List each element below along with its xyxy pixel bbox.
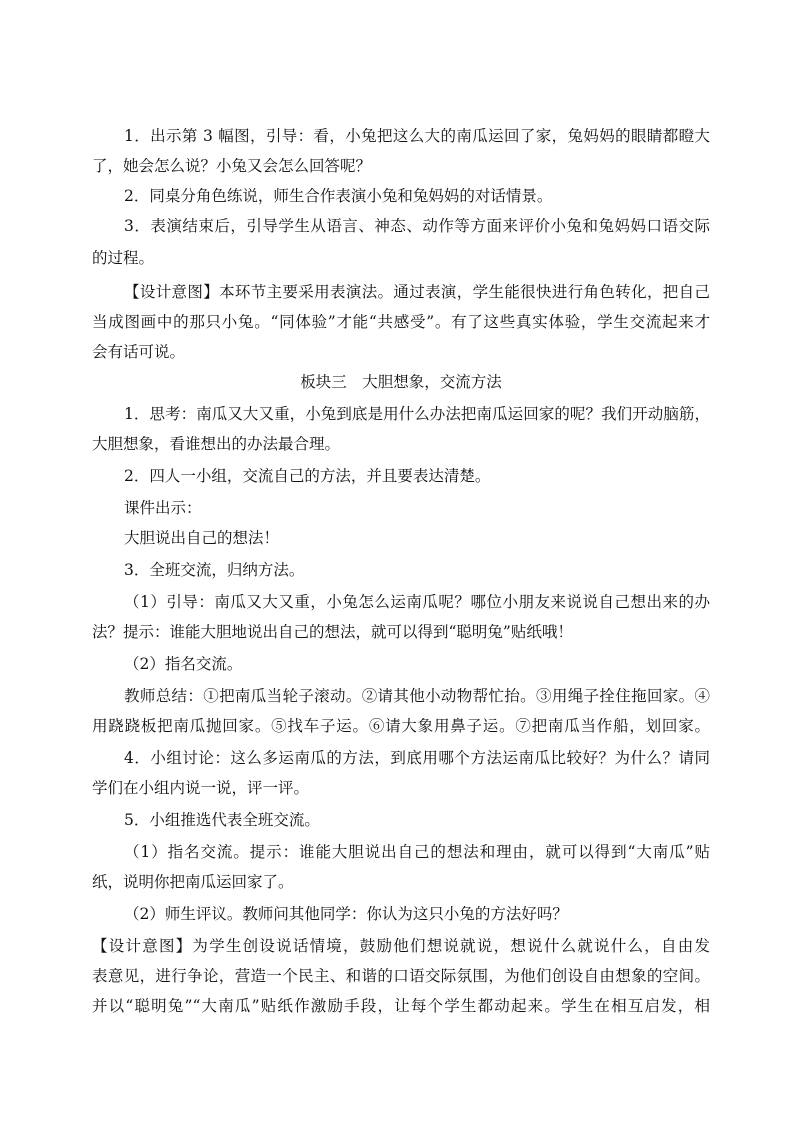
paragraph-line: 1．出示第 3 幅图，引导：看，小兔把这么大的南瓜运回了家，兔妈妈的眼睛都瞪大 bbox=[124, 127, 710, 145]
paragraph-line: 学们在小组内说一说，评一评。 bbox=[92, 779, 310, 797]
courseware-text: 大胆说出自己的想法！ bbox=[124, 529, 280, 547]
paragraph-line: 大胆想象，看谁想出的办法最合理。 bbox=[92, 435, 341, 453]
paragraph-line: 2．四人一小组，交流自己的方法，并且要表达清楚。 bbox=[124, 467, 491, 485]
paragraph-line: （1）指名交流。提示：谁能大胆说出自己的想法和理由，就可以得到“大南瓜”贴 bbox=[124, 843, 710, 861]
paragraph-line: 表意见，进行争论，营造一个民主、和谐的口语交际氛围，为他们创设自由想象的空间。 bbox=[92, 967, 710, 985]
paragraph-line: 的过程。 bbox=[92, 249, 155, 267]
paragraph-line: 当成图画中的那只小兔。“同体验”才能“共感受”。有了这些真实体验，学生交流起来才 bbox=[92, 313, 710, 331]
paragraph-line: 4．小组讨论：这么多运南瓜的方法，到底用哪个方法运南瓜比较好？为什么？请同 bbox=[124, 749, 710, 767]
paragraph-line: 【设计意图】为学生创设说话情境，鼓励他们想说就说，想说什么就说什么，自由发 bbox=[92, 937, 710, 955]
paragraph-line: 用跷跷板把南瓜抛回家。⑤找车子运。⑥请大象用鼻子运。⑦把南瓜当作船，划回家。 bbox=[92, 717, 710, 735]
paragraph-line: 课件出示： bbox=[124, 499, 202, 517]
paragraph-line: 法？提示：谁能大胆地说出自己的想法，就可以得到“聪明兔”贴纸哦！ bbox=[92, 623, 573, 641]
paragraph-line: 3．全班交流，归纳方法。 bbox=[124, 561, 305, 579]
paragraph-line: 了，她会怎么说？小兔又会怎么回答呢？ bbox=[92, 157, 372, 175]
paragraph-line: 3．表演结束后，引导学生从语言、神态、动作等方面来评价小兔和兔妈妈口语交际 bbox=[124, 217, 710, 235]
paragraph-line: （2）指名交流。 bbox=[124, 655, 243, 673]
paragraph-line: （1）引导：南瓜又大又重，小兔怎么运南瓜呢？哪位小朋友来说说自己想出来的办 bbox=[124, 593, 710, 611]
paragraph-line: 纸，说明你把南瓜运回家了。 bbox=[92, 873, 294, 891]
paragraph-line: 【设计意图】本环节主要采用表演法。通过表演，学生能很快进行角色转化，把自己 bbox=[124, 283, 710, 301]
paragraph-line: （2）师生评议。教师问其他同学：你认为这只小兔的方法好吗？ bbox=[124, 905, 568, 923]
section-heading: 板块三 大胆想象，交流方法 bbox=[300, 373, 502, 391]
paragraph-line: 会有话可说。 bbox=[92, 343, 186, 361]
paragraph-line: 1．思考：南瓜又大又重，小兔到底是用什么办法把南瓜运回家的呢？我们开动脑筋， bbox=[124, 405, 710, 423]
paragraph-line: 5．小组推选代表全班交流。 bbox=[124, 811, 320, 829]
paragraph-line: 并以“聪明兔”“大南瓜”贴纸作激励手段，让每个学生都动起来。学生在相互启发，相 bbox=[92, 997, 710, 1015]
paragraph-line: 教师总结：①把南瓜当轮子滚动。②请其他小动物帮忙抬。③用绳子拴住拖回家。④ bbox=[124, 687, 710, 705]
paragraph-line: 2．同桌分角色练说，师生合作表演小兔和兔妈妈的对话情景。 bbox=[124, 187, 553, 205]
